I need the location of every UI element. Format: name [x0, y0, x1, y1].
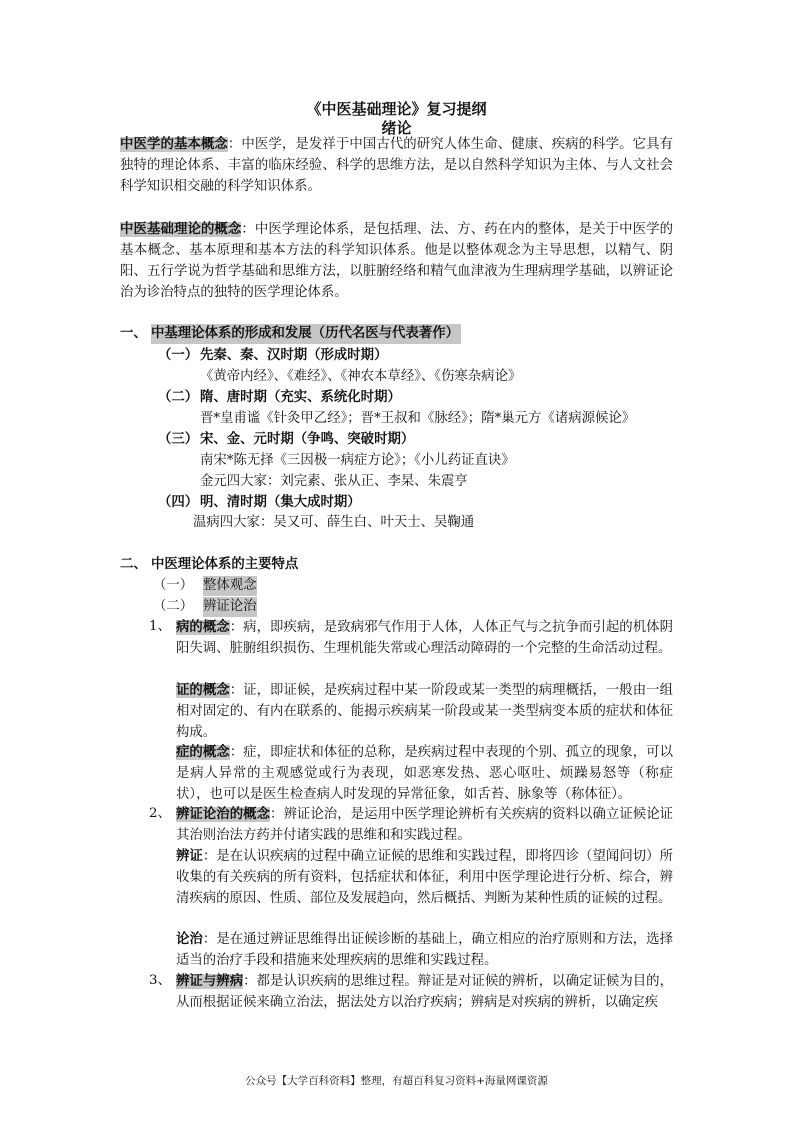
- sub-number: （一）: [153, 578, 194, 593]
- period-works: 南宋*陈无择《三因极一病症方论》；《小儿药证直诀》: [200, 453, 515, 468]
- period-title: 明、清时期（集大成时期）: [200, 495, 361, 510]
- period-works: 晋*皇甫谧《针灸甲乙经》；晋*王叔和《脉经》；隋*巢元方《诸病源候论》: [200, 411, 636, 426]
- period-number: （三）: [158, 432, 199, 447]
- sub-number: （二）: [153, 599, 194, 614]
- concept-syndrome-vs-disease: 辨证与辨病：都是认识疾病的思维过程。辩证是对证候的辨析，以确定证候为目的，从而根据证候来确立治法，据法处方以治疗疾病；辨病是对疾病的辨析，以确定疾: [176, 974, 674, 1010]
- concept-symptom: 症的概念：症，即症状和体征的总称，是疾病过程中表现的个别、孤立的现象，可以是病人异常的主观感觉或行为表现，如恶寒发热、恶心呕吐、烦躁易怒等（称症状），也可以是医生检查病人时发现的异常征象，如舌苔、脉象等（称体征）。: [176, 745, 674, 802]
- item-number: 3、: [149, 973, 171, 988]
- item-number: 2、: [149, 806, 171, 821]
- document-title: 《中医基础理论》复习提纲: [306, 100, 487, 118]
- section-2-heading: 中医理论体系的主要特点: [151, 557, 299, 572]
- sub-label: 整体观念: [203, 576, 257, 596]
- period-number: （一）: [158, 348, 199, 363]
- concept-differentiation: 辨证：是在认识疾病的过程中确立证候的思维和实践过程，即将四诊（望闻问切）所收集的有关疾病的所有资料，包括症状和体征，利用中医学理论进行分析、综合，辨清疾病的原因、性质、部位及发展趋向，然后概括、判断为某种性质的证候的过程。: [176, 849, 674, 906]
- section-1-heading: 中基理论体系的形成和发展（历代名医与代表著作）: [151, 324, 461, 344]
- section-1-number: 一、: [120, 326, 147, 341]
- sub-label: 辨证论治: [203, 597, 257, 617]
- concept-treatment: 论治：是在通过辨证思维得出证候诊断的基础上，确立相应的治疗原则和方法，选择适当的治疗手段和措施来处理疾病的思维和实践过程。: [176, 932, 674, 968]
- period-title: 宋、金、元时期（争鸣、突破时期）: [200, 432, 415, 447]
- intro-paragraph-1: 中医学的基本概念：中医学，是发祥于中国古代的研究人体生命、健康、疾病的科学。它具有独特的理论体系、丰富的临床经验、科学的思维方法，是以自然科学知识为主体、与人文社会科学知识相交融的科学知识体系。: [120, 137, 674, 194]
- concept-syndrome: 证的概念：证，即证候，是疾病过程中某一阶段或某一类型的病理概括，一般由一组相对固定的、有内在联系的、能揭示疾病某一阶段或某一类型病变本质的症状和体征构成。: [176, 683, 674, 740]
- term-label: 中医基础理论的概念: [120, 222, 242, 237]
- period-works: 金元四大家：刘完素、张从正、李杲、朱震亨: [200, 474, 468, 489]
- intro-paragraph-2: 中医基础理论的概念：中医学理论体系，是包括理、法、方、药在内的整体，是关于中医学的基本概念、基本原理和基本方法的科学知识体系。他是以整体观念为主导思想，以精气、阴阳、五行学说为哲学基础和思维方法，以脏腑经络和精气血津液为生理病理学基础，以辨证论治为诊治特点的独特的医学理论体系。: [120, 222, 674, 300]
- item-number: 1、: [149, 619, 171, 634]
- period-title: 隋、唐时期（充实、系统化时期）: [200, 390, 401, 405]
- term-label: 中医学的基本概念: [120, 137, 228, 152]
- period-works: 温病四大家：吴又可、薛生白、叶天士、吴鞠通: [193, 515, 475, 530]
- period-works: 《黄帝内经》、《难经》、《神农本草经》、《伤寒杂病论》: [200, 369, 522, 384]
- period-title: 先秦、秦、汉时期（形成时期）: [200, 348, 388, 363]
- document-subtitle: 绪论: [381, 119, 412, 137]
- concept-treatment-by-differentiation: 辨证论治的概念：辨证论治，是运用中医学理论辨析有关疾病的资料以确立证候论证其治则治法方药并付诸实践的思维和和实践过程。: [176, 807, 674, 843]
- section-2-number: 二、: [120, 557, 147, 572]
- period-number: （二）: [158, 390, 199, 405]
- page-footer: 公众号【大学百科资料】整理，有超百科复习资料+海量网课资源: [245, 1075, 548, 1087]
- concept-disease: 病的概念：病，即疾病，是致病邪气作用于人体，人体正气与之抗争而引起的机体阴阳失调、脏腑组织损伤、生理机能失常或心理活动障碍的一个完整的生命活动过程。: [176, 620, 674, 656]
- period-number: （四）: [158, 495, 199, 510]
